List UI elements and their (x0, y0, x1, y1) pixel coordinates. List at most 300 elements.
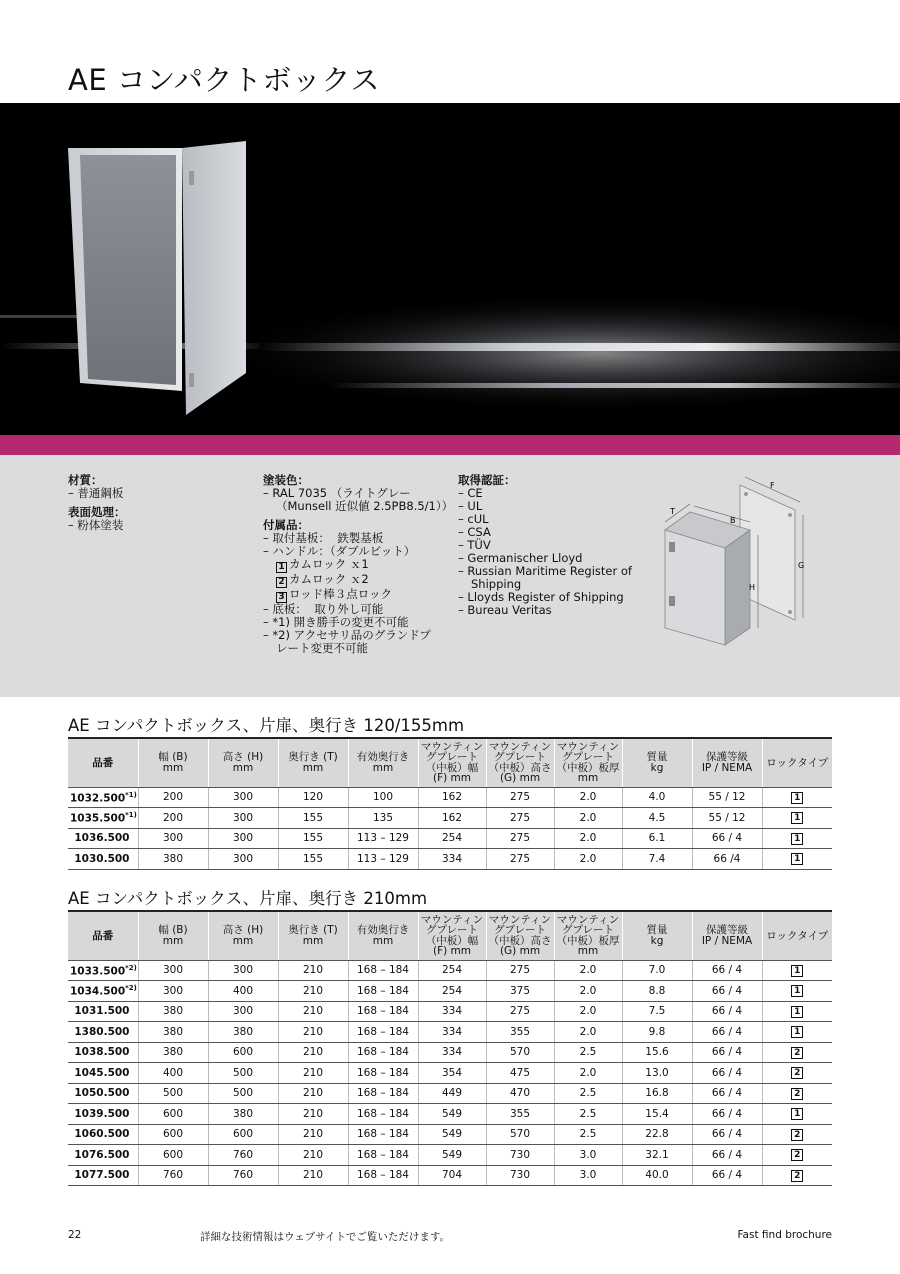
cell-f: 254 (418, 828, 486, 849)
table-row (68, 787, 832, 808)
cell-h: 380 (208, 1022, 278, 1043)
cell-kg: 22.8 (622, 1124, 692, 1145)
note-1: – *1) 開き勝手の変更不可能 (263, 615, 409, 629)
cell-ed: 168 – 184 (348, 1104, 418, 1125)
cell-f: 254 (418, 981, 486, 1002)
lock-type-badge: 1 (791, 1026, 803, 1038)
cert-item: – cUL (458, 512, 489, 526)
cell-g: 730 (486, 1145, 554, 1166)
cell-ip: 66 / 4 (692, 1124, 762, 1145)
diagram-label-f: F (770, 481, 775, 490)
column-header-label: 質量 (646, 924, 668, 937)
part-number-text: 1031.500 (74, 1005, 130, 1018)
column-header-label: 保護等級 (706, 751, 748, 764)
page-number: 22 (68, 1229, 82, 1241)
part-number-text: 1077.500 (74, 1169, 130, 1182)
column-header-label: マウンティン グプレート （中板）幅 (F) mm (420, 740, 484, 785)
cell-kg: 6.1 (622, 828, 692, 849)
cell-ed: 168 – 184 (348, 1124, 418, 1145)
lock-type-badge: 1 (791, 985, 803, 997)
column-header-label: 高さ (H) (222, 924, 264, 937)
column-header (692, 911, 762, 960)
table-row (68, 1104, 832, 1125)
cell-kg: 15.6 (622, 1042, 692, 1063)
lock-type-cell (762, 1042, 832, 1063)
part-number-text: 1050.500 (74, 1087, 130, 1100)
part-number (68, 787, 138, 808)
part-number (68, 1124, 138, 1145)
footer-brand: Fast find brochure (737, 1229, 832, 1241)
color-value: – RAL 7035 （ライトグレー (263, 486, 411, 500)
cell-d: 210 (278, 1165, 348, 1186)
cell-g: 730 (486, 1165, 554, 1186)
column-header-label: マウンティン グプレート （中板）幅 (F) mm (420, 913, 484, 958)
cell-h: 380 (208, 1104, 278, 1125)
cert-item: – Russian Maritime Register of (458, 564, 632, 578)
table2-title: AE コンパクトボックス、片扉、奥行き 210mm (68, 889, 428, 908)
color-heading: 塗装色： (263, 473, 309, 487)
cell-d: 210 (278, 1001, 348, 1022)
cell-t: 2.5 (554, 1104, 622, 1125)
cell-d: 210 (278, 1083, 348, 1104)
table1 (68, 737, 832, 870)
cell-d: 210 (278, 1042, 348, 1063)
cell-w: 380 (138, 1022, 208, 1043)
cell-g: 375 (486, 981, 554, 1002)
cell-d: 210 (278, 1022, 348, 1043)
column-header (68, 911, 138, 960)
lock-type-badge: 2 (791, 1047, 803, 1059)
cell-t: 2.0 (554, 828, 622, 849)
lock-type-1-label: カムロック ｘ1 (289, 557, 369, 571)
cert-item: – Germanischer Lloyd (458, 551, 583, 565)
column-header-label: 高さ (H) (222, 751, 264, 764)
column-header-unit: mm (302, 934, 324, 947)
column-header-label: 質量 (646, 751, 668, 764)
cell-ed: 100 (348, 787, 418, 808)
hero-image (0, 103, 900, 435)
dimension-diagram (650, 470, 830, 650)
part-number (68, 849, 138, 870)
cell-g: 355 (486, 1022, 554, 1043)
cert-item: – UL (458, 499, 483, 513)
cell-ed: 168 – 184 (348, 1001, 418, 1022)
column-header-label: マウンティン グプレート （中板）高さ (G) mm (488, 913, 552, 958)
column-header (692, 738, 762, 787)
column-header-label: マウンティン グプレート （中板）板厚 mm (556, 740, 620, 785)
certifications-column (458, 474, 648, 617)
cell-ip: 66 / 4 (692, 1083, 762, 1104)
part-number-text: 1033.500 (70, 965, 126, 977)
cell-kg: 4.5 (622, 808, 692, 829)
cell-kg: 9.8 (622, 1022, 692, 1043)
cell-h: 300 (208, 849, 278, 870)
table-row (68, 1063, 832, 1084)
part-number-text: 1038.500 (74, 1046, 130, 1059)
column-header-label: 幅 (B) (158, 924, 188, 937)
column-header-unit: mm (302, 761, 324, 774)
cell-t: 3.0 (554, 1165, 622, 1186)
diagram-label-h: H (749, 583, 756, 592)
cell-h: 300 (208, 960, 278, 981)
lock-type-badge: 2 (791, 1170, 803, 1182)
lock-type-2 (263, 573, 453, 588)
column-header (622, 738, 692, 787)
cell-f: 549 (418, 1124, 486, 1145)
cell-t: 2.0 (554, 1063, 622, 1084)
column-header-unit: mm (232, 934, 254, 947)
cell-ed: 168 – 184 (348, 1165, 418, 1186)
column-header (418, 738, 486, 787)
cell-h: 500 (208, 1083, 278, 1104)
lock-type-badge: 2 (791, 1129, 803, 1141)
table-row (68, 1165, 832, 1186)
cell-h: 500 (208, 1063, 278, 1084)
cell-ip: 66 / 4 (692, 1145, 762, 1166)
table-row (68, 1083, 832, 1104)
accessory-handle: – ハンドル：（ダブルビット） (263, 544, 416, 558)
lock-type-cell (762, 1124, 832, 1145)
lock-type-cell (762, 1165, 832, 1186)
lock-type-cell (762, 1001, 832, 1022)
cell-f: 549 (418, 1145, 486, 1166)
cell-ip: 55 / 12 (692, 787, 762, 808)
cell-g: 275 (486, 849, 554, 870)
lock-type-cell (762, 1063, 832, 1084)
cell-ed: 168 – 184 (348, 1042, 418, 1063)
cell-w: 760 (138, 1165, 208, 1186)
cell-ip: 55 / 12 (692, 808, 762, 829)
cell-f: 449 (418, 1083, 486, 1104)
cert-item: – TÜV (458, 538, 491, 552)
cell-h: 300 (208, 1001, 278, 1022)
surface-value: – 粉体塗装 (68, 518, 124, 532)
table-row (68, 981, 832, 1002)
cell-t: 2.0 (554, 1001, 622, 1022)
cell-w: 300 (138, 960, 208, 981)
column-header (138, 911, 208, 960)
cell-w: 380 (138, 1042, 208, 1063)
column-header (278, 911, 348, 960)
cell-ip: 66 / 4 (692, 981, 762, 1002)
cell-kg: 40.0 (622, 1165, 692, 1186)
column-header (348, 738, 418, 787)
part-number (68, 1104, 138, 1125)
column-header (486, 738, 554, 787)
cell-d: 120 (278, 787, 348, 808)
column-header-label: ロックタイプ (766, 756, 829, 769)
cell-g: 275 (486, 808, 554, 829)
footer-note: 詳細な技術情報はウェブサイトでご覧いただけます。 (200, 1231, 451, 1243)
cell-ip: 66 / 4 (692, 1063, 762, 1084)
cell-ip: 66 / 4 (692, 1165, 762, 1186)
cell-g: 275 (486, 1001, 554, 1022)
cell-t: 2.5 (554, 1124, 622, 1145)
cell-t: 2.5 (554, 1083, 622, 1104)
lock-type-badge: 1 (791, 853, 803, 865)
cell-ed: 168 – 184 (348, 981, 418, 1002)
lock-number-3: 3 (276, 592, 287, 603)
footnote-marker: *1) (125, 811, 137, 819)
cert-item-cont: Shipping (471, 577, 522, 591)
cell-t: 2.0 (554, 1022, 622, 1043)
cell-ip: 66 / 4 (692, 1022, 762, 1043)
part-number (68, 1165, 138, 1186)
cell-w: 380 (138, 849, 208, 870)
cell-h: 300 (208, 787, 278, 808)
cell-kg: 7.4 (622, 849, 692, 870)
cell-d: 210 (278, 1063, 348, 1084)
cell-f: 354 (418, 1063, 486, 1084)
cell-w: 200 (138, 787, 208, 808)
material-heading: 材質： (68, 473, 103, 487)
cell-g: 275 (486, 960, 554, 981)
cell-f: 334 (418, 1042, 486, 1063)
cell-ip: 66 /4 (692, 849, 762, 870)
material-column (68, 474, 228, 532)
cell-kg: 15.4 (622, 1104, 692, 1125)
accessory-mounting-plate: – 取付基板： 鉄製基板 (263, 531, 384, 545)
cell-f: 334 (418, 1001, 486, 1022)
cell-h: 300 (208, 828, 278, 849)
part-number (68, 1083, 138, 1104)
cell-h: 760 (208, 1165, 278, 1186)
cell-d: 210 (278, 981, 348, 1002)
part-number (68, 1145, 138, 1166)
part-number-text: 1045.500 (74, 1066, 130, 1079)
cell-g: 470 (486, 1083, 554, 1104)
table-row (68, 1145, 832, 1166)
cell-g: 275 (486, 828, 554, 849)
part-number (68, 981, 138, 1002)
column-header (554, 911, 622, 960)
cell-g: 475 (486, 1063, 554, 1084)
part-number-text: 1035.500 (70, 812, 126, 825)
cell-t: 2.0 (554, 960, 622, 981)
cell-t: 2.0 (554, 808, 622, 829)
cell-kg: 16.8 (622, 1083, 692, 1104)
column-header (418, 911, 486, 960)
cert-heading: 取得認証： (458, 473, 516, 487)
cell-g: 355 (486, 1104, 554, 1125)
cell-kg: 7.0 (622, 960, 692, 981)
cell-kg: 13.0 (622, 1063, 692, 1084)
cert-item: – CSA (458, 525, 491, 539)
column-header-unit: mm (372, 934, 394, 947)
cell-g: 570 (486, 1042, 554, 1063)
cell-w: 200 (138, 808, 208, 829)
lock-type-badge: 1 (791, 965, 803, 977)
part-number-text: 1032.500 (70, 792, 126, 804)
lock-type-3-label: ロッド棒３点ロック (289, 587, 393, 601)
column-header (762, 911, 832, 960)
cell-ip: 66 / 4 (692, 828, 762, 849)
lock-type-badge: 1 (791, 833, 803, 845)
cell-w: 600 (138, 1104, 208, 1125)
cell-w: 600 (138, 1124, 208, 1145)
cell-h: 600 (208, 1124, 278, 1145)
cell-w: 300 (138, 828, 208, 849)
cell-f: 334 (418, 849, 486, 870)
cell-ip: 66 / 4 (692, 1001, 762, 1022)
column-header-unit: mm (232, 761, 254, 774)
column-header (554, 738, 622, 787)
cell-ed: 113 – 129 (348, 849, 418, 870)
column-header-label: 幅 (B) (158, 751, 188, 764)
cell-t: 2.0 (554, 849, 622, 870)
column-header-label: マウンティン グプレート （中板）板厚 mm (556, 913, 620, 958)
cert-item: – Bureau Veritas (458, 603, 552, 617)
cell-h: 400 (208, 981, 278, 1002)
cell-ip: 66 / 4 (692, 1042, 762, 1063)
column-header-unit: mm (162, 934, 184, 947)
cell-ip: 66 / 4 (692, 1104, 762, 1125)
lock-type-badge: 2 (791, 1149, 803, 1161)
lock-type-cell (762, 828, 832, 849)
column-header-unit: mm (372, 761, 394, 774)
column-header-label: 保護等級 (706, 924, 748, 937)
lock-type-cell (762, 808, 832, 829)
part-number-text: 1060.500 (74, 1128, 130, 1141)
column-header-label: 有効奥行き (356, 751, 410, 764)
surface-heading: 表面処理： (68, 505, 126, 519)
lock-type-2-label: カムロック ｘ2 (289, 572, 369, 586)
part-number-text: 1380.500 (74, 1025, 130, 1038)
cell-ed: 168 – 184 (348, 1063, 418, 1084)
lock-type-cell (762, 1022, 832, 1043)
cell-f: 334 (418, 1022, 486, 1043)
column-header (208, 738, 278, 787)
column-header (348, 911, 418, 960)
column-header-label: 奥行き (T) (288, 924, 338, 937)
accessories-heading: 付属品： (263, 518, 309, 532)
cell-ip: 66 / 4 (692, 960, 762, 981)
column-header-label: 品番 (92, 756, 114, 769)
footnote-marker: *1) (125, 790, 137, 799)
table-row (68, 1042, 832, 1063)
part-number-text: 1039.500 (74, 1107, 130, 1120)
accent-band (0, 435, 900, 455)
cell-g: 275 (486, 787, 554, 808)
lock-type-badge: 1 (791, 1006, 803, 1018)
column-header-unit: IP / NEMA (701, 934, 753, 947)
part-number (68, 1022, 138, 1043)
column-header-unit: IP / NEMA (701, 761, 753, 774)
cell-f: 162 (418, 787, 486, 808)
part-number-text: 1036.500 (74, 832, 130, 845)
cell-w: 300 (138, 981, 208, 1002)
cell-w: 380 (138, 1001, 208, 1022)
cell-kg: 4.0 (622, 787, 692, 808)
cell-w: 500 (138, 1083, 208, 1104)
cell-t: 3.0 (554, 1145, 622, 1166)
part-number (68, 960, 138, 981)
lock-type-cell (762, 787, 832, 808)
page-title: AE コンパクトボックス (68, 63, 381, 97)
table-row (68, 1124, 832, 1145)
lock-type-cell (762, 1083, 832, 1104)
part-number (68, 1063, 138, 1084)
cell-ed: 135 (348, 808, 418, 829)
cell-t: 2.0 (554, 981, 622, 1002)
column-header (278, 738, 348, 787)
cell-ed: 168 – 184 (348, 1083, 418, 1104)
footnote-marker: *2) (125, 963, 137, 972)
cell-d: 210 (278, 1124, 348, 1145)
cell-f: 254 (418, 960, 486, 981)
cell-g: 570 (486, 1124, 554, 1145)
cell-t: 2.5 (554, 1042, 622, 1063)
cell-d: 155 (278, 808, 348, 829)
lock-type-cell (762, 960, 832, 981)
column-header-unit: kg (650, 761, 664, 774)
table-row (68, 849, 832, 870)
accessory-bottom: – 底板： 取り外し可能 (263, 602, 384, 616)
part-number-text: 1076.500 (74, 1148, 130, 1161)
note-2-cont: レート変更不可能 (276, 641, 368, 655)
lock-type-cell (762, 981, 832, 1002)
cell-f: 162 (418, 808, 486, 829)
column-header (486, 911, 554, 960)
diagram-label-g: G (798, 561, 805, 570)
cell-d: 210 (278, 1145, 348, 1166)
part-number (68, 1001, 138, 1022)
column-header-label: ロックタイプ (766, 929, 829, 942)
cell-d: 155 (278, 828, 348, 849)
table-row (68, 808, 832, 829)
lock-type-badge: 1 (791, 1108, 803, 1120)
table-row (68, 960, 832, 981)
cert-item: – Lloyds Register of Shipping (458, 590, 624, 604)
lock-type-cell (762, 1104, 832, 1125)
cert-item: – CE (458, 486, 483, 500)
cell-d: 210 (278, 1104, 348, 1125)
part-number (68, 808, 138, 829)
part-number-text: 1030.500 (74, 852, 130, 865)
cell-w: 600 (138, 1145, 208, 1166)
column-header (68, 738, 138, 787)
cell-d: 210 (278, 960, 348, 981)
cell-ed: 113 – 129 (348, 828, 418, 849)
cell-ed: 168 – 184 (348, 1022, 418, 1043)
column-header (622, 911, 692, 960)
cell-h: 600 (208, 1042, 278, 1063)
lock-type-cell (762, 1145, 832, 1166)
cell-f: 549 (418, 1104, 486, 1125)
cell-kg: 32.1 (622, 1145, 692, 1166)
column-header (138, 738, 208, 787)
footnote-marker: *2) (125, 984, 137, 992)
lock-type-badge: 2 (791, 1088, 803, 1100)
table1-title: AE コンパクトボックス、片扉、奥行き 120/155mm (68, 716, 465, 735)
column-header (762, 738, 832, 787)
column-header-unit: mm (162, 761, 184, 774)
cell-ed: 168 – 184 (348, 1145, 418, 1166)
lock-type-badge: 2 (791, 1067, 803, 1079)
part-number-text: 1034.500 (70, 985, 126, 998)
diagram-label-t: T (670, 507, 675, 516)
column-header-label: マウンティン グプレート （中板）高さ (G) mm (488, 740, 552, 785)
cell-ed: 168 – 184 (348, 960, 418, 981)
lock-type-cell (762, 849, 832, 870)
column-header-label: 品番 (92, 929, 114, 942)
cell-f: 704 (418, 1165, 486, 1186)
table-row (68, 1022, 832, 1043)
lock-type-3 (263, 588, 453, 603)
cell-h: 300 (208, 808, 278, 829)
cell-t: 2.0 (554, 787, 622, 808)
part-number (68, 1042, 138, 1063)
